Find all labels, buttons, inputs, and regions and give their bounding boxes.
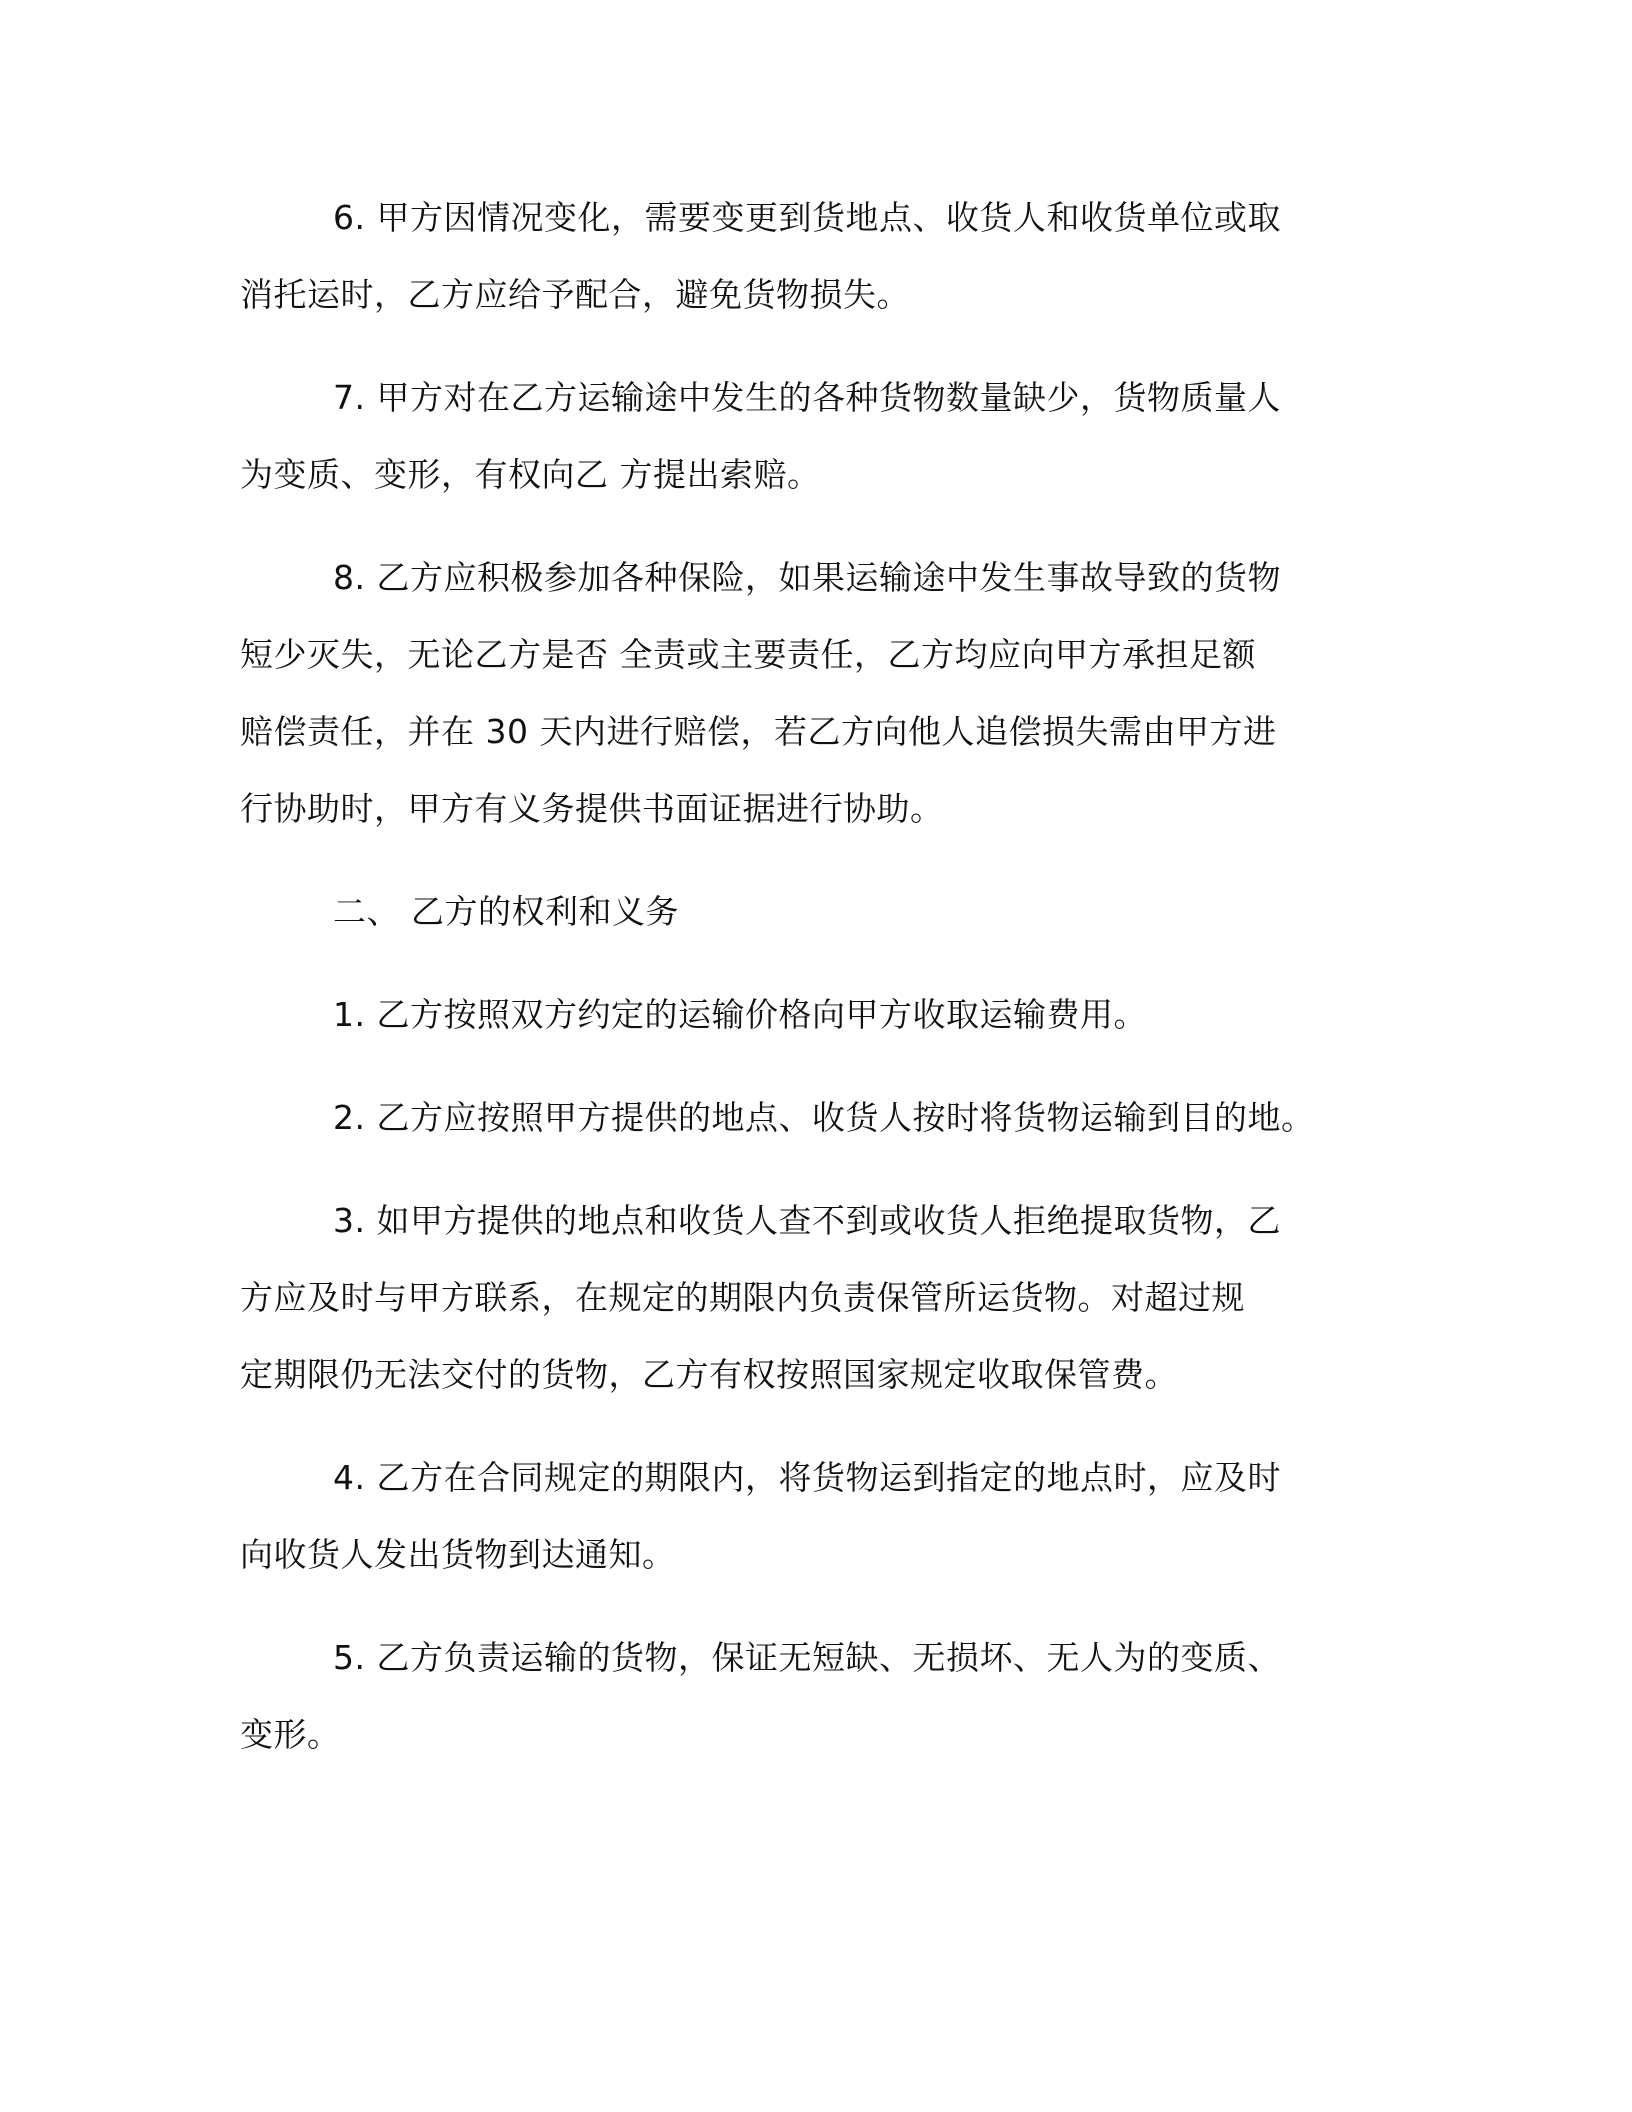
clause-7-line-1: 7. 甲方对在乙方运输途中发生的各种货物数量缺少，货物质量人 — [333, 378, 1281, 417]
clause-b3-line-3: 定期限仍无法交付的货物，乙方有权按照国家规定收取保管费。 — [240, 1355, 1178, 1394]
clause-8-line-3: 赔偿责任，并在 30 天内进行赔偿，若乙方向他人追偿损失需由甲方进 — [240, 712, 1277, 751]
clause-b4-line-1: 4. 乙方在合同规定的期限内，将货物运到指定的地点时，应及时 — [333, 1458, 1281, 1497]
clause-b4-line-2: 向收货人发出货物到达通知。 — [240, 1535, 676, 1574]
clause-b3-line-1: 3. 如甲方提供的地点和收货人查不到或收货人拒绝提取货物，乙 — [333, 1201, 1281, 1240]
clause-8-line-1: 8. 乙方应积极参加各种保险，如果运输途中发生事故导致的货物 — [333, 558, 1281, 597]
clause-b5-line-1: 5. 乙方负责运输的货物，保证无短缺、无损坏、无人为的变质、 — [333, 1638, 1281, 1677]
clause-b1-line-1: 1. 乙方按照双方约定的运输价格向甲方收取运输费用。 — [333, 995, 1147, 1034]
clause-b2-line-1: 2. 乙方应按照甲方提供的地点、收货人按时将货物运输到目的地。 — [333, 1098, 1315, 1137]
clause-6-line-1: 6. 甲方因情况变化，需要变更到货地点、收货人和收货单位或取 — [333, 198, 1281, 237]
clause-b3-line-2: 方应及时与甲方联系，在规定的期限内负责保管所运货物。对超过规 — [240, 1278, 1245, 1317]
section-heading: 二、 乙方的权利和义务 — [333, 892, 679, 931]
clause-b5-line-2: 变形。 — [240, 1715, 341, 1754]
clause-6-line-2: 消托运时，乙方应给予配合，避免货物损失。 — [240, 275, 910, 314]
clause-8-line-2: 短少灭失，无论乙方是否 全责或主要责任，乙方均应向甲方承担足额 — [240, 635, 1256, 674]
clause-8-line-4: 行协助时，甲方有义务提供书面证据进行协助。 — [240, 789, 944, 828]
clause-7-line-2: 为变质、变形，有权向乙 方提出索赔。 — [240, 455, 821, 494]
